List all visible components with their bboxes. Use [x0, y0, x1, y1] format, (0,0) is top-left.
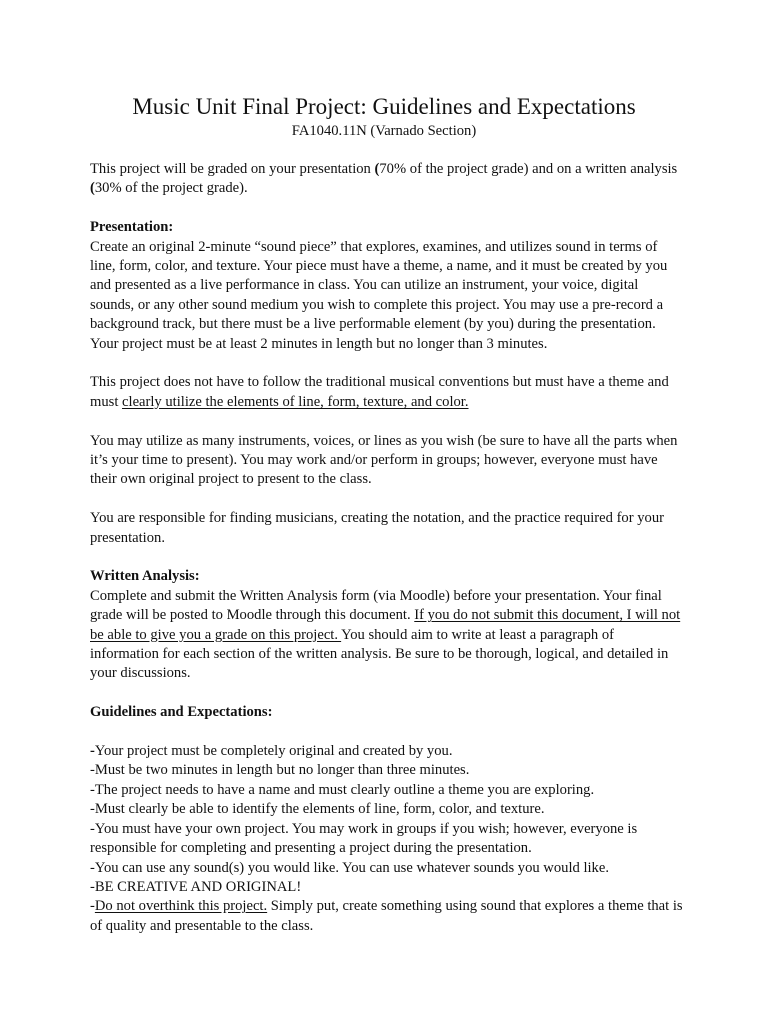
guideline-item: -You can use any sound(s) you would like. You can use whatever sounds you would like.: [90, 859, 609, 876]
presentation-heading: Presentation:: [90, 219, 174, 236]
guideline-item: -BE CREATIVE AND ORIGINAL!: [90, 878, 302, 895]
document-subtitle: FA1040.11N (Varnado Section): [291, 123, 477, 139]
guideline-item: -The project needs to have a name and must clearly outline a theme you are exploring.: [90, 781, 595, 798]
guideline-item: -Must be two minutes in length but no longer than three minutes.: [90, 762, 470, 779]
grade-warning-underlined-text: If you do not submit this document, I will not be able to give you a grade on this project.: [90, 607, 681, 643]
elements-underlined-text: clearly utilize the elements of line, form, texture, and color.: [122, 393, 469, 410]
guideline-item-last: -Do not overthink this project. Simply put, create something using sound that explores a theme that is of quality and presentable to the class.: [90, 898, 683, 934]
guidelines-heading: Guidelines and Expectations:: [90, 704, 273, 721]
guideline-item: -Must clearly be able to identify the elements of line, form, color, and texture.: [90, 801, 545, 818]
presentation-paragraph-4: You are responsible for finding musicians, creating the notation, and the practice required for your presentation.: [90, 510, 664, 546]
intro-paragraph: This project will be graded on your presentation (70% of the project grade) and on a written analysis (30% of the project grade).: [90, 161, 678, 197]
guideline-item: -Your project must be completely original and created by you.: [90, 743, 453, 760]
document-body: [90, 160, 686, 936]
written-analysis-paragraph: Complete and submit the Written Analysis form (via Moodle) before your presentation. Your final grade will be posted to Moodle through this document. If you do not submit this document, I will not be able to give you a grade on this project. You should aim to write at least a paragraph of information for each section of the written analysis. Be sure to be thorough, logical, and detailed in your discussions.: [90, 587, 681, 682]
written-analysis-heading: Written Analysis:: [90, 568, 200, 585]
presentation-paragraph-1: Create an original 2-minute “sound piece” that explores, examines, and utilizes sound in terms of line, form, color, and texture. Your piece must have a theme, a name, and it must be created by you and presented as a live performance in class. You can utilize an instrument, your voice, digital sounds, or any other sound medium you wish to complete this project. You may use a pre-record a background track, but there must be a live performable element (by you) during the presentation. Your project must be at least 2 minutes in length but no longer than 3 minutes.: [90, 238, 668, 352]
guideline-item: -You must have your own project. You may work in groups if you wish; however, everyone is responsible for completing and presenting a project during the presentation.: [90, 820, 638, 857]
presentation-paragraph-2: This project does not have to follow the traditional musical conventions but must have a theme and must clearly utilize the elements of line, form, texture, and color.: [90, 374, 669, 410]
document-title: Music Unit Final Project: Guidelines and Expectations: [132, 94, 636, 119]
presentation-paragraph-3: You may utilize as many instruments, voices, or lines as you wish (be sure to have all the parts when it’s your time to present). You may work and/or perform in groups; however, everyone must have their own original project to present to the class.: [90, 432, 678, 488]
overthink-underlined-text: Do not overthink this project.: [94, 898, 268, 915]
